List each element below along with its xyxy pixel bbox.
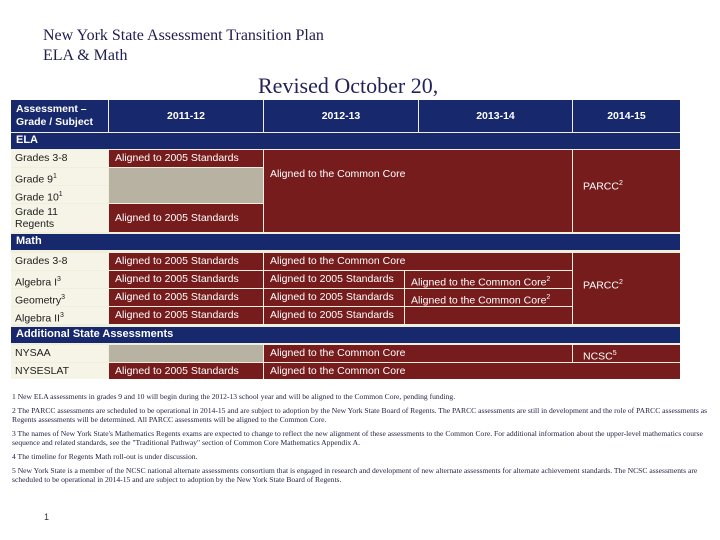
math-algebra-2-2012-13: Aligned to 2005 Standards	[264, 307, 404, 324]
corner-header-line-2: Grade / Subject	[16, 116, 94, 128]
row-label-ela-grades-3-8: Grades 3-8	[11, 150, 108, 167]
section-ela: ELA	[11, 133, 680, 149]
ela-parcc-block	[573, 150, 680, 232]
ncsc-text: NCSC	[583, 350, 613, 362]
corner-header-line-1: Assessment –	[16, 103, 87, 115]
math-geometry-2011-12: Aligned to 2005 Standards	[109, 289, 263, 306]
grade-9-footnote: 1	[52, 173, 57, 180]
row-label-math-grades-3-8: Grades 3-8	[11, 253, 108, 270]
ela-common-core-block: Aligned to the Common Core	[264, 150, 572, 232]
algebra-1-cc-footnote: 2	[546, 276, 551, 283]
nyseslat-common-core: Aligned to the Common Core	[264, 363, 680, 379]
footnotes	[12, 392, 712, 489]
geometry-cc-footnote: 2	[546, 294, 551, 301]
math-grades-3-8-common-core: Aligned to the Common Core	[264, 253, 572, 270]
nysaa-ncsc	[573, 345, 680, 362]
section-additional-assessments: Additional State Assessments	[11, 327, 680, 343]
row-label-nyseslat: NYSESLAT	[11, 363, 108, 379]
year-header-2012-13: 2012-13	[264, 100, 418, 132]
algebra-2-footnote: 3	[59, 312, 64, 319]
geometry-text: Geometry	[15, 294, 62, 306]
algebra-1-footnote: 3	[57, 276, 61, 283]
document-title	[43, 26, 324, 66]
grade-10-footnote: 1	[58, 191, 63, 198]
year-header-2013-14: 2013-14	[419, 100, 572, 132]
transition-plan-table	[11, 100, 680, 379]
algebra-2-text: Algebra II	[15, 312, 60, 324]
footnote-1: 1 New ELA assessments in grades 9 and 10 will begin during the 2012-13 school year and will be aligned to the Common Core, pending funding.	[12, 392, 456, 401]
ela-grades-3-8-2011-12: Aligned to 2005 Standards	[109, 150, 263, 167]
math-parcc-block	[573, 253, 680, 324]
math-algebra-1-2012-13: Aligned to 2005 Standards	[264, 271, 404, 288]
math-algebra-1-2013-14	[405, 271, 572, 288]
math-parcc-footnote: 2	[618, 279, 623, 286]
nysaa-2011-12	[109, 345, 263, 362]
footnote-3: 3 The names of New York State's Mathematics Regents exams are expected to change to reflect the new alignment of these assessments to the Common Core. For additional information about the upper-level mathematics course sequence and related standards, see the "Traditional Pathway" section of Common Core Mathematics Appendix A.	[12, 428, 703, 448]
footnote-5: 5 New York State is a member of the NCSC national alternate assessments consortium that is engaged in research and development of new alternate assessments for alternate achievement standards. The NCSC assessments are scheduled to be operational in 2014-15 and are subject to adoption by the New York State Board of Regents.	[12, 465, 698, 485]
ela-grade-11-2011-12: Aligned to 2005 Standards	[109, 204, 263, 232]
page-number: 1	[44, 512, 50, 522]
footnote-4: 4 The timeline for Regents Math roll-out is under discussion.	[12, 451, 198, 461]
year-header-2014-15: 2014-15	[573, 100, 680, 132]
title-line-2: ELA & Math	[43, 47, 128, 64]
geometry-cc-text: Aligned to the Common Core	[411, 294, 547, 306]
algebra-1-cc-text: Aligned to the Common Core	[411, 276, 547, 288]
math-algebra-2-2011-12: Aligned to 2005 Standards	[109, 307, 263, 324]
ela-grade-9-10-2011-12	[109, 168, 263, 203]
row-label-grade-11-regents	[11, 204, 108, 232]
row-label-geometry	[11, 289, 108, 306]
grade-9-text: Grade 9	[15, 173, 53, 185]
math-geometry-2012-13: Aligned to 2005 Standards	[264, 289, 404, 306]
row-label-grade-10	[11, 186, 108, 203]
math-algebra-2-2013-14	[405, 307, 572, 324]
ela-parcc-text: PARCC	[583, 180, 619, 193]
ncsc-footnote: 5	[612, 350, 617, 357]
footnote-2: 2 The PARCC assessments are scheduled to be operational in 2014-15 and are subject to adoption by the New York State Board of Regents. The PARCC assessments are still in development and the role of PARCC assessments as Regents assessments will be determined. All PARCC assessments will be aligned to the Common Core.	[12, 405, 708, 425]
nyseslat-2011-12: Aligned to 2005 Standards	[109, 363, 263, 379]
geometry-footnote: 3	[61, 294, 66, 301]
row-label-algebra-1	[11, 271, 108, 288]
section-math: Math	[11, 234, 680, 250]
grade-11-line-1: Grade 11	[15, 206, 58, 218]
math-grades-3-8-2011-12: Aligned to 2005 Standards	[109, 253, 263, 270]
algebra-1-text: Algebra I	[15, 276, 58, 288]
math-parcc-text: PARCC	[583, 279, 619, 292]
year-header-2011-12: 2011-12	[109, 100, 263, 132]
row-label-nysaa: NYSAA	[11, 345, 108, 362]
row-label-algebra-2	[11, 307, 108, 324]
ela-parcc-footnote: 2	[618, 180, 623, 187]
title-line-1: New York State Assessment Transition Plan	[43, 27, 324, 44]
corner-header	[11, 100, 108, 132]
math-geometry-2013-14	[405, 289, 572, 306]
revised-date: Revised October 20,	[258, 73, 439, 98]
math-algebra-1-2011-12: Aligned to 2005 Standards	[109, 271, 263, 288]
grade-11-line-2: Regents	[15, 218, 55, 230]
grade-10-text: Grade 10	[15, 191, 59, 203]
nysaa-common-core: Aligned to the Common Core	[264, 345, 572, 362]
row-label-grade-9	[11, 168, 108, 185]
